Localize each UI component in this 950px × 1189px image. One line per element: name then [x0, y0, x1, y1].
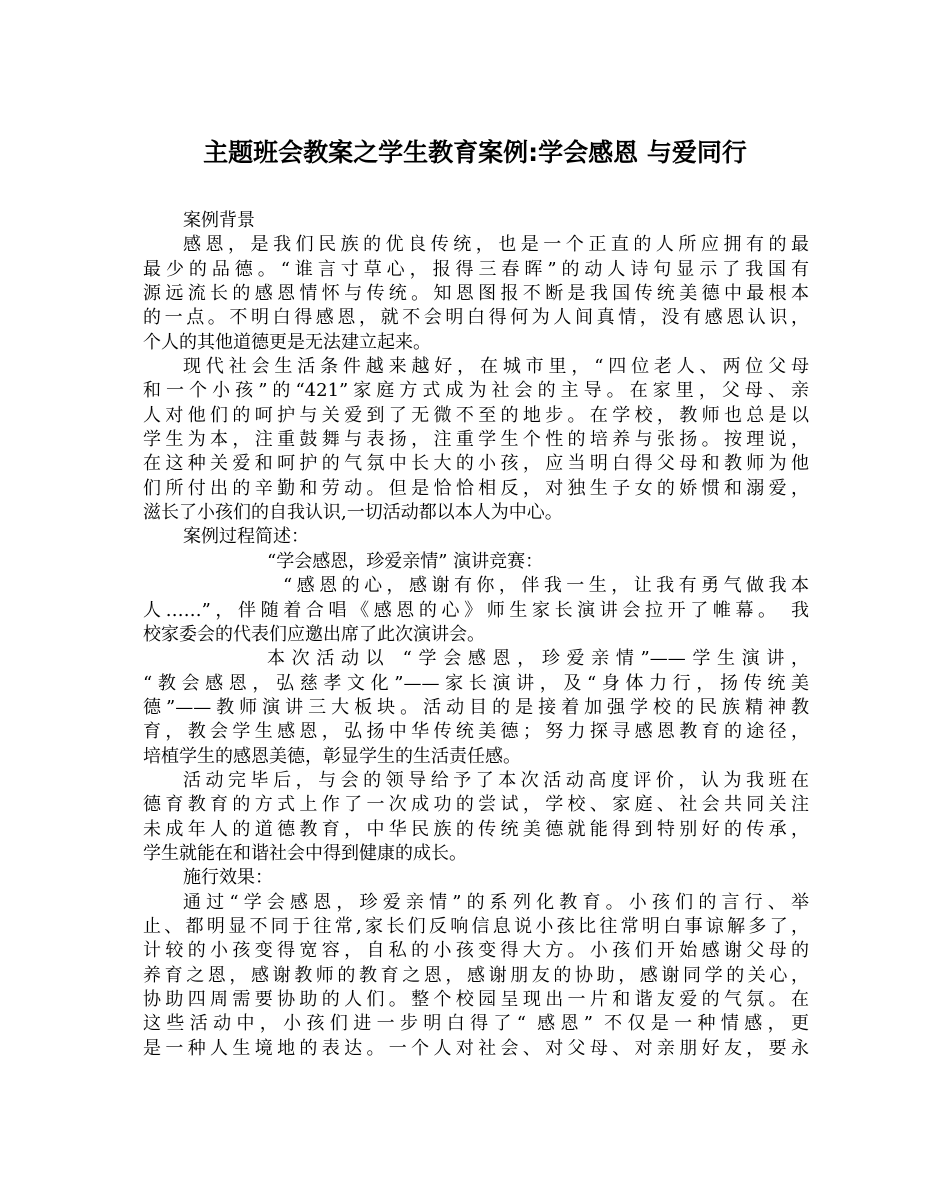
paragraph-line: 这些活动中，小孩们进一步明白得了“ 感恩” 不仅是一种情感，更: [143, 1013, 809, 1035]
paragraph-line: 学生就能在和谐社会中得到健康的成长。: [143, 842, 467, 864]
paragraph-line: 最少的品德。“谁言寸草心，报得三春晖”的动人诗句显示了我国有: [143, 258, 809, 280]
paragraph-line: 未成年人的道德教育，中华民族的传统美德就能得到特别好的传承，: [143, 818, 809, 840]
document-title: 主题班会教案之学生教育案例:学会感恩 与爱同行: [203, 138, 747, 167]
paragraph-line: 人……”，伴随着合唱《感恩的心》师生家长演讲会拉开了帷幕。 我: [143, 599, 809, 621]
paragraph-line: 通过“学会感恩，珍爱亲情”的系列化教育。小孩们的言行、举: [183, 891, 809, 913]
paragraph-line: 滋长了小孩们的自我认识,一切活动都以本人为中心。: [143, 502, 563, 524]
paragraph-line: 培植学生的感恩美德，彰显学生的生活责任感。: [143, 745, 521, 767]
paragraph-line: 计较的小孩变得宽容，自私的小孩变得大方。小孩们开始感谢父母的: [143, 940, 809, 962]
document-body: [143, 209, 809, 1061]
paragraph-line: 是一种人生境地的表达。一个人对社会、对父母、对亲朋好友，要永: [143, 1037, 809, 1059]
paragraph-line: 施行效果：: [183, 867, 273, 889]
paragraph-line: 案例过程简述：: [183, 526, 309, 548]
paragraph-line: 德”——教师演讲三大板块。活动目的是接着加强学校的民族精神教: [143, 696, 809, 718]
paragraph-line: 感恩，是我们民族的优良传统，也是一个正直的人所应拥有的最: [183, 234, 809, 256]
paragraph-line: 养育之恩，感谢教师的教育之恩，感谢朋友的协助，感谢同学的关心，: [143, 964, 809, 986]
paragraph-line: 协助四周需要协助的人们。整个校园呈现出一片和谐友爱的气氛。在: [143, 989, 809, 1010]
paragraph-line: 止、都明显不同于往常,家长们反响信息说小孩比往常明白事谅解多了，: [143, 915, 809, 937]
paragraph-line: 现代社会生活条件越来越好，在城市里，“四位老人、两位父母: [183, 356, 809, 378]
paragraph-line: 个人的其他道德更是无法建立起来。: [143, 331, 431, 353]
paragraph-line: “教会感恩，弘慈孝文化”——家长演讲，及“身体力行，扬传统美: [143, 672, 809, 694]
paragraph-line: 活动完毕后，与会的领导给予了本次活动高度评价，认为我班在: [183, 769, 809, 791]
paragraph-line: 在这种关爱和呵护的气氛中长大的小孩，应当明白得父母和教师为他: [143, 453, 809, 475]
paragraph-line: 的一点。不明白得感恩，就不会明白得何为人间真情，没有感恩认识，: [143, 307, 809, 329]
paragraph-line: “感恩的心，感谢有你，伴我一生，让我有勇气做我本: [283, 575, 809, 597]
paragraph-line: 案例背景: [183, 210, 255, 231]
paragraph-line: 校家委会的代表们应邀出席了此次演讲会。: [143, 623, 485, 645]
paragraph-line: 源远流长的感恩情怀与传统。知恩图报不断是我国传统美德中最根本: [143, 283, 809, 305]
paragraph-line: “学会感恩，珍爱亲情” 演讲竞赛：: [267, 550, 544, 572]
paragraph-line: 们所付出的辛勤和劳动。但是恰恰相反，对独生子女的娇惯和溺爱，: [143, 477, 809, 499]
paragraph-line: 人对他们的呵护与关爱到了无微不至的地步。在学校，教师也总是以: [143, 404, 809, 426]
paragraph-line: 学生为本，注重鼓舞与表扬，注重学生个性的培养与张扬。按理说，: [143, 429, 809, 451]
paragraph-line: 育，教会学生感恩，弘扬中华传统美德；努力探寻感恩教育的途径，: [143, 721, 809, 743]
paragraph-line: 本次活动以 “学会感恩，珍爱亲情”——学生演讲，: [267, 648, 809, 670]
paragraph-line: 德育教育的方式上作了一次成功的尝试，学校、家庭、社会共同关注: [143, 794, 809, 816]
paragraph-line: 和一个小孩”的“421”家庭方式成为社会的主导。在家里，父母、亲: [143, 380, 809, 402]
